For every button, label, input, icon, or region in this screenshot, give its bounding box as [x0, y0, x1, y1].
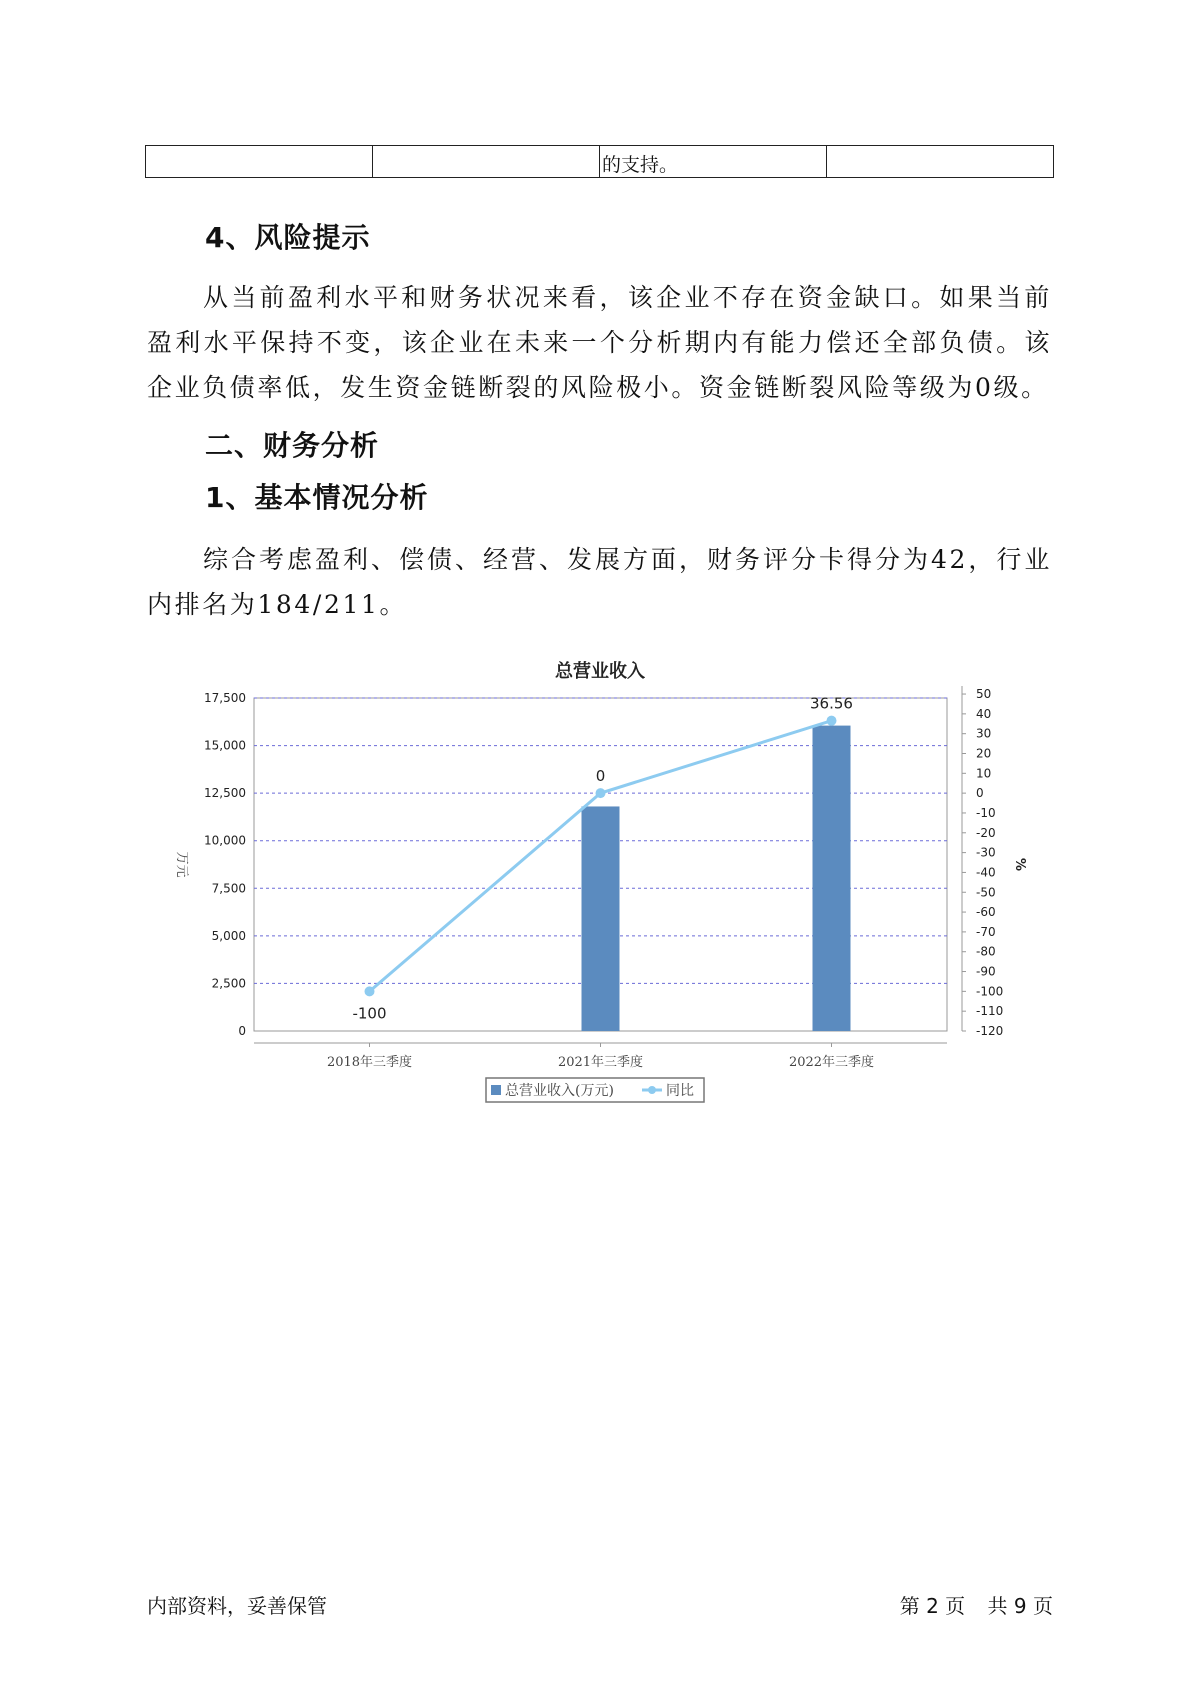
y2-tick-label: -30 [976, 845, 996, 860]
footer-confidential: 内部资料，妥善保管 [147, 1594, 327, 1618]
total-pages-label: 共 9 页 [987, 1594, 1053, 1618]
finance-heading: 二、财务分析 [205, 429, 380, 462]
y2-tick-label: -20 [976, 825, 996, 840]
y2-tick-label: -90 [976, 964, 996, 979]
chart-title: 总营业收入 [555, 661, 645, 682]
y2-tick-label: -100 [976, 984, 1004, 999]
continuation-table [145, 145, 1054, 178]
data-label: -100 [352, 1004, 387, 1023]
page-number [900, 1590, 1053, 1619]
y2-tick-label: 10 [976, 766, 992, 781]
y-tick-label: 5,000 [211, 928, 246, 943]
data-label: 0 [595, 767, 606, 786]
y2-tick-label: -110 [976, 1004, 1004, 1019]
table-cell [146, 146, 373, 178]
y2-tick-label: -40 [976, 865, 996, 880]
line-point [365, 986, 375, 996]
y2-tick-label: -10 [976, 805, 996, 820]
revenue-chart [150, 650, 1050, 1110]
table-cell: 的支持。 [600, 146, 827, 178]
y-tick-label: 2,500 [211, 976, 246, 991]
bar [582, 806, 620, 1031]
y-axis-label: 万元 [174, 851, 189, 878]
table-row [146, 146, 1054, 178]
legend-swatch-bar [491, 1085, 501, 1095]
basic-heading: 1、基本情况分析 [205, 481, 429, 514]
y2-tick-label: 50 [976, 687, 992, 702]
basic-paragraph: 综合考虑盈利、偿债、经营、发展方面，财务评分卡得分为42，行业内排名为184/211。 [147, 545, 1052, 619]
x-tick-label: 2021年三季度 [557, 1055, 644, 1070]
y2-tick-label: 20 [976, 746, 992, 761]
page-label: 第 2 页 [899, 1594, 966, 1618]
risk-paragraph: 从当前盈利水平和财务状况来看，该企业不存在资金缺口。如果当前盈利水平保持不变，该企业在未来一个分析期内有能力偿还全部负债。该企业负债率低，发生资金链断裂的风险极小。资金链断裂风险等级为0级。 [147, 283, 1052, 402]
y2-tick-label: -60 [976, 905, 996, 920]
y2-tick-label: -80 [976, 944, 996, 959]
y-tick-label: 15,000 [204, 738, 246, 753]
legend-swatch-dot [648, 1086, 656, 1094]
legend-label-yoy: 同比 [666, 1083, 694, 1099]
y-tick-label: 10,000 [204, 833, 246, 848]
x-tick-label: 2018年三季度 [326, 1055, 413, 1070]
y2-tick-label: 40 [976, 706, 992, 721]
x-tick-label: 2022年三季度 [788, 1055, 875, 1070]
legend-label-revenue: 总营业收入(万元) [505, 1083, 614, 1099]
table-cell [373, 146, 600, 178]
data-label: 36.56 [810, 694, 853, 713]
y-tick-label: 0 [238, 1024, 246, 1038]
table-cell [827, 146, 1054, 178]
y2-tick-label: 0 [976, 786, 984, 801]
risk-heading: 4、风险提示 [205, 221, 371, 254]
y2-tick-label: -70 [976, 924, 996, 939]
line-point [827, 716, 837, 726]
y2-tick-label: 30 [976, 726, 992, 741]
y-tick-label: 7,500 [211, 881, 246, 896]
line-point [596, 788, 606, 798]
bar [813, 726, 851, 1031]
y-tick-label: 17,500 [204, 691, 246, 705]
y-tick-label: 12,500 [204, 786, 246, 801]
y2-tick-label: -50 [976, 885, 996, 900]
y2-tick-label: -120 [976, 1024, 1004, 1038]
y2-axis-label: % [1012, 857, 1027, 872]
